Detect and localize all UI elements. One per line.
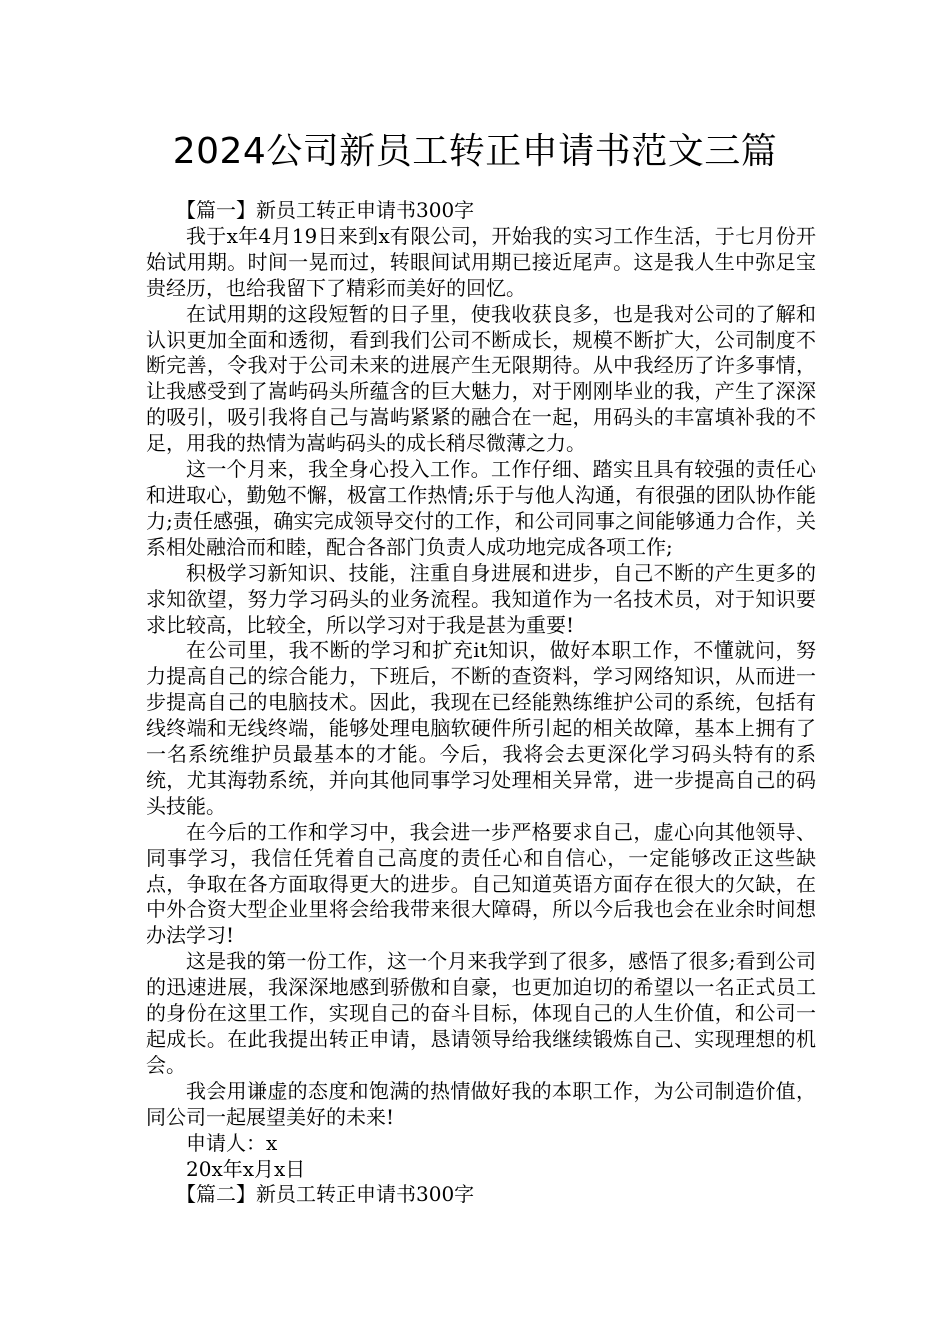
paragraph-2: 在试用期的这段短暂的日子里，使我收获良多，也是我对公司的了解和认识更加全面和透彻，看到我们公司不断成长，规模不断扩大，公司制度不断完善，令我对于公司未来的进展产生无限期待。从中我经历了许多事情，让我感受到了嵩屿码头所蕴含的巨大魅力，对于刚刚毕业的我，产生了深深的吸引，吸引我将自己与嵩屿紧紧的融合在一起，用码头的丰富填补我的不足，用我的热情为嵩屿码头的成长稍尽微薄之力。	[146, 301, 816, 456]
paragraph-8: 我会用谦虚的态度和饱满的热情做好我的本职工作，为公司制造价值，同公司一起展望美好的未来!	[146, 1078, 816, 1129]
document-title: 2024公司新员工转正申请书范文三篇	[172, 131, 778, 172]
paragraph-4: 积极学习新知识、技能，注重自身进展和进步，自己不断的产生更多的求知欲望，努力学习码头的业务流程。我知道作为一名技术员，对于知识要求比较高，比较全，所以学习对于我是甚为重要!	[146, 560, 816, 637]
paragraph-1: 我于x年4月19日来到x有限公司，开始我的实习工作生活，于七月份开始试用期。时间一晃而过，转眼间试用期已接近尾声。这是我人生中弥足宝贵经历，也给我留下了精彩而美好的回忆。	[146, 223, 816, 300]
section-heading-1: 【篇一】新员工转正申请书300字	[176, 198, 475, 222]
paragraph-6: 在今后的工作和学习中，我会进一步严格要求自己，虚心向其他领导、同事学习，我信任凭着自己高度的责任心和自信心，一定能够改正这些缺点，争取在各方面取得更大的进步。自己知道英语方面存在很大的欠缺，在中外合资大型企业里将会给我带来很大障碍，所以今后我也会在业余时间想办法学习!	[146, 819, 816, 948]
section-heading-2: 【篇二】新员工转正申请书300字	[176, 1182, 475, 1207]
paragraph-7: 这是我的第一份工作，这一个月来我学到了很多，感悟了很多;看到公司的迅速进展，我深深地感到骄傲和自豪，也更加迫切的希望以一名正式员工的身份在这里工作，实现自己的奋斗目标，体现自己的人生价值，和公司一起成长。在此我提出转正申请，恳请领导给我继续锻炼自己、实现理想的机会。	[146, 949, 816, 1077]
date-line: 20x年x月x日	[186, 1156, 306, 1181]
paragraph-3: 这一个月来，我全身心投入工作。工作仔细、踏实且具有较强的责任心和进取心，勤勉不懈，极富工作热情;乐于与他人沟通，有很强的团队协作能力;责任感强，确实完成领导交付的工作，和公司同事之间能够通力合作，关系相处融洽而和睦，配合各部门负责人成功地完成各项工作;	[146, 457, 816, 559]
applicant-line: 申请人：x	[186, 1130, 278, 1155]
paragraph-5: 在公司里，我不断的学习和扩充it知识，做好本职工作，不懂就问，努力提高自己的综合能力，下班后，不断的查资料，学习网络知识，从而进一步提高自己的电脑技术。因此，我现在已经能熟练维护公司的系统，包括有线终端和无线终端，能够处理电脑软硬件所引起的相关故障，基本上拥有了一名系统维护员最基本的才能。今后，我将会去更深化学习码头特有的系统，尤其海勃系统，并向其他同事学习处理相关异常，进一步提高自己的码头技能。	[146, 638, 816, 818]
document-body	[146, 198, 816, 1208]
